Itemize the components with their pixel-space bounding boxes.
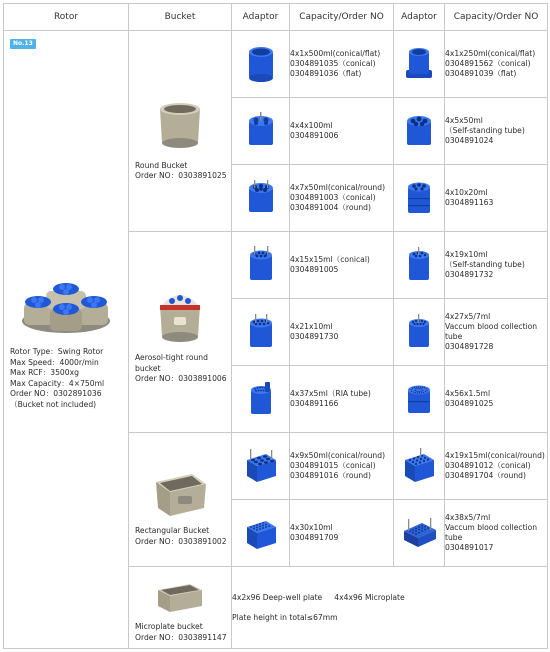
- adaptor-cell: [394, 31, 445, 98]
- adaptor-9x50ml-icon: [242, 446, 280, 486]
- adaptor-cell: [232, 433, 290, 500]
- bucket-label-plate: Microplate bucket Order NO：0303891147: [135, 622, 227, 642]
- adaptor-cell: [232, 165, 290, 232]
- bucket-label-aerosol: Aerosol-tight round bucket Order NO：0303891006: [135, 353, 227, 384]
- adaptor-38x5-7ml-icon: [400, 513, 438, 553]
- adaptor-7x50ml-icon: [244, 178, 278, 218]
- header-rotor: Rotor: [4, 4, 129, 31]
- model-badge: No.13: [10, 39, 36, 49]
- adaptor-cell: [232, 500, 290, 567]
- adaptor-cell: [394, 299, 445, 366]
- capacity-cell: 4x38x5/7ml Vaccum blood collection tube 0304891017: [445, 500, 548, 567]
- capacity-cell: 4x21x10ml 0304891730: [290, 299, 394, 366]
- capacity-cell: 4x30x10ml 0304891709: [290, 500, 394, 567]
- bucket-cell-aerosol: [129, 232, 232, 433]
- adaptor-19x15ml-rect-icon: [400, 446, 438, 486]
- adaptor-cell: [394, 433, 445, 500]
- adaptor-cell: [232, 232, 290, 299]
- plate-capacity: 4x2x96 Deep-well plate 4x4x96 Microplate: [232, 592, 405, 602]
- adaptor-cell: [394, 232, 445, 299]
- adaptor-cell: [232, 299, 290, 366]
- rotor-cell: [4, 31, 129, 649]
- microplate-bucket-image: [150, 576, 210, 620]
- rotor-specs: Rotor Type：Swing Rotor Max Speed：4000r/min Max RCF：3500xg Max Capacity：4×750ml Order NO：0302891036 （Bucket not included): [10, 347, 105, 409]
- adaptor-21x10ml-icon: [244, 312, 278, 352]
- adaptor-37x5ml-icon: [244, 379, 278, 419]
- adaptor-cell: [394, 500, 445, 567]
- capacity-cell: 4x1x250ml(conical/flat) 0304891562（conical) 0304891039（flat): [445, 31, 548, 98]
- header-adaptor-2: Adaptor: [394, 4, 445, 31]
- table-row: [4, 31, 548, 98]
- header-row: [4, 4, 548, 31]
- header-bucket: Bucket: [129, 4, 232, 31]
- capacity-cell: 4x1x500ml(conical/flat) 0304891035（conical) 0304891036（flat): [290, 31, 394, 98]
- capacity-cell: 4x7x50ml(conical/round) 0304891003（conical) 0304891004（round): [290, 165, 394, 232]
- header-adaptor-1: Adaptor: [232, 4, 290, 31]
- plate-height-note: Plate height in total≤67mm: [232, 612, 338, 622]
- adaptor-cell: [232, 31, 290, 98]
- bucket-cell-round: [129, 31, 232, 232]
- round-bucket-image: [150, 95, 210, 155]
- adaptor-cell: [394, 98, 445, 165]
- capacity-cell: 4x4x100ml 0304891006: [290, 98, 394, 165]
- adaptor-cell: [232, 98, 290, 165]
- adaptor-30x10ml-icon: [242, 513, 280, 553]
- adaptor-19x10ml-icon: [402, 245, 436, 285]
- adaptor-5x50ml-icon: [402, 111, 436, 151]
- capacity-cell: 4x37x5ml（RIA tube) 0304891166: [290, 366, 394, 433]
- bucket-label-round: Round Bucket Order NO：0303891025: [135, 160, 227, 180]
- adaptor-cell: [394, 366, 445, 433]
- adaptor-56x1-5ml-icon: [402, 379, 436, 419]
- adaptor-cell: [232, 366, 290, 433]
- aerosol-tight-bucket-image: [150, 283, 210, 349]
- capacity-cell: 4x5x50ml （Self-standing tube) 0304891024: [445, 98, 548, 165]
- capacity-cell: 4x10x20ml 0304891163: [445, 165, 548, 232]
- adaptor-1x250ml-icon: [402, 44, 436, 84]
- rectangular-bucket-image: [148, 464, 212, 522]
- capacity-cell: 4x56x1.5ml 0304891025: [445, 366, 548, 433]
- capacity-cell: 4x19x15ml(conical/round) 0304891012（conical) 0304891704（round): [445, 433, 548, 500]
- bucket-label-rect: Rectangular Bucket Order NO：0303891002: [135, 526, 227, 546]
- capacity-cell: 4x15x15ml（conical) 0304891005: [290, 232, 394, 299]
- capacity-cell: 4x19x10ml （Self-standing tube) 0304891732: [445, 232, 548, 299]
- bucket-cell-plate: [129, 567, 232, 649]
- microplate-info: [232, 567, 548, 649]
- adaptor-27x5-7ml-icon: [402, 312, 436, 352]
- header-capacity-1: Capacity/Order NO: [290, 4, 394, 31]
- capacity-cell: 4x27x5/7ml Vaccum blood collection tube 0304891728: [445, 299, 548, 366]
- bucket-cell-rect: [129, 433, 232, 567]
- swing-rotor-image: [16, 269, 116, 339]
- capacity-cell: 4x9x50ml(conical/round) 0304891015（conical) 0304891016（round): [290, 433, 394, 500]
- adaptor-15x15ml-icon: [244, 245, 278, 285]
- adaptor-1x500ml-icon: [244, 44, 278, 84]
- header-capacity-2: Capacity/Order NO: [445, 4, 548, 31]
- adaptor-10x20ml-icon: [402, 178, 436, 218]
- adaptor-cell: [394, 165, 445, 232]
- product-spec-table: [3, 3, 548, 649]
- adaptor-4x100ml-icon: [244, 111, 278, 151]
